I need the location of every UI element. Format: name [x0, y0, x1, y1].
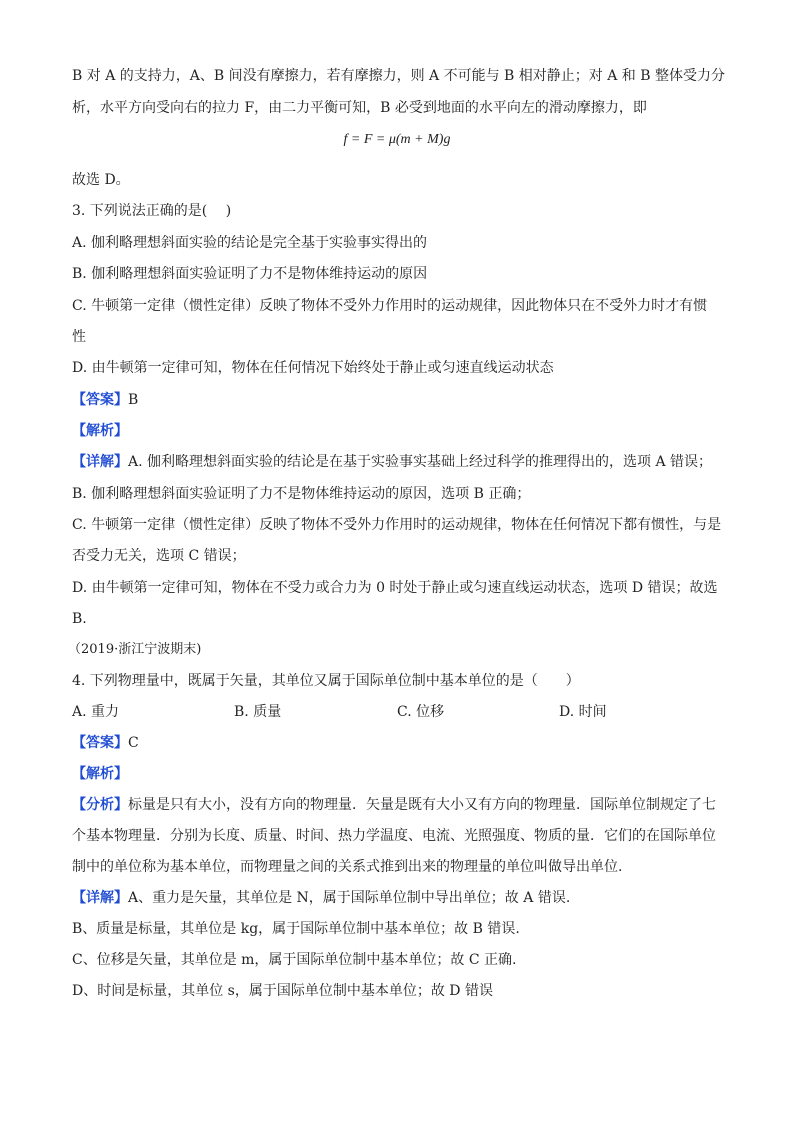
q4-option-d: D. 时间 [559, 704, 607, 720]
q3-option-c-cont: 性 [72, 329, 86, 345]
q3-answer-row [72, 390, 138, 410]
q3-detail-d: D. 由牛顿第一定律可知，物体在不受力或合力为 0 时处于静止或匀速直线运动状态，选项 D 错误；故选 [72, 580, 718, 596]
q3-answer: B [128, 392, 139, 408]
formula: f = F = μ(m + M)g [343, 132, 451, 147]
answer-tag: 【答案】 [72, 392, 128, 408]
q3-analysis-tag [72, 421, 128, 441]
q4-answer: C [128, 735, 139, 751]
detail-tag: 【详解】 [72, 454, 128, 470]
q4-detail-c: C、位移是矢量，其单位是 m，属于国际单位制中基本单位；故 C 正确. [72, 952, 517, 968]
q4-detail-row [72, 888, 570, 908]
q3-detail-b: B. 伽利略理想斜面实验证明了力不是物体维持运动的原因，选项 B 正确； [72, 486, 531, 502]
q4-option-a: A. 重力 [72, 704, 120, 720]
line-2: 析，水平方向受向右的拉力 F，由二力平衡可知，B 必受到地面的水平向左的滑动摩擦力，即 [72, 100, 647, 116]
analysis-tag: 【解析】 [72, 423, 128, 439]
q4-option-b: B. 质量 [234, 704, 282, 720]
q4-detail-a: A、重力是矢量，其单位是 N，属于国际单位制中导出单位；故 A 错误. [128, 890, 571, 906]
q4-fenxi-1: 标量是只有大小，没有方向的物理量．矢量是既有大小又有方向的物理量．国际单位制规定了七 [128, 797, 716, 813]
q3-detail-c-cont: 否受力无关，选项 C 错误； [72, 548, 246, 564]
source-note: （2019·浙江宁波期末) [68, 642, 202, 657]
analysis-tag: 【解析】 [72, 766, 128, 782]
q4-detail-b: B、质量是标量，其单位是 kg，属于国际单位制中基本单位；故 B 错误. [72, 921, 520, 937]
answer-tag: 【答案】 [72, 735, 128, 751]
q3-option-c: C. 牛顿第一定律（惯性定律）反映了物体不受外力作用时的运动规律，因此物体只在不受外力时才有惯 [72, 298, 708, 314]
q3-detail-row [72, 452, 712, 472]
q3-detail-c: C. 牛顿第一定律（惯性定律）反映了物体不受外力作用时的运动规律，物体在任何情况下都有惯性，与是 [72, 517, 722, 533]
q3-detail-a: A. 伽利略理想斜面实验的结论是在基于实验事实基础上经过科学的推理得出的，选项 A 错误； [128, 454, 713, 470]
line-1: B 对 A 的支持力，A、B 间没有摩擦力，若有摩擦力，则 A 不可能与 B 相对静止；对 A 和 B 整体受力分 [72, 68, 725, 84]
q4-analysis-tag [72, 764, 128, 784]
q3-option-a: A. 伽利略理想斜面实验的结论是完全基于实验事实得出的 [72, 235, 428, 251]
q4-detail-d: D、时间是标量，其单位 s，属于国际单位制中基本单位；故 D 错误 [72, 983, 493, 999]
line-4: 故选 D。 [72, 172, 130, 188]
fenxi-tag: 【分析】 [72, 797, 128, 813]
question-3-stem: 3. 下列说法正确的是( ) [72, 203, 232, 219]
q3-option-b: B. 伽利略理想斜面实验证明了力不是物体维持运动的原因 [72, 266, 428, 282]
q3-detail-d-cont: B. [72, 611, 87, 627]
q4-option-c: C. 位移 [397, 704, 445, 720]
question-4-stem: 4. 下列物理量中，既属于矢量，其单位又属于国际单位制中基本单位的是（ ） [72, 673, 580, 689]
q4-fenxi-row [72, 795, 716, 815]
detail-tag: 【详解】 [72, 890, 128, 906]
q4-fenxi-2: 个基本物理量．分别为长度、质量、时间、热力学温度、电流、光照强度、物质的量．它们的在国际单位 [72, 828, 716, 844]
q4-answer-row [72, 733, 139, 753]
q3-option-d: D. 由牛顿第一定律可知，物体在任何情况下始终处于静止或匀速直线运动状态 [72, 360, 554, 376]
q4-fenxi-3: 制中的单位称为基本单位，而物理量之间的关系式推到出来的物理量的单位叫做导出单位. [72, 859, 623, 875]
